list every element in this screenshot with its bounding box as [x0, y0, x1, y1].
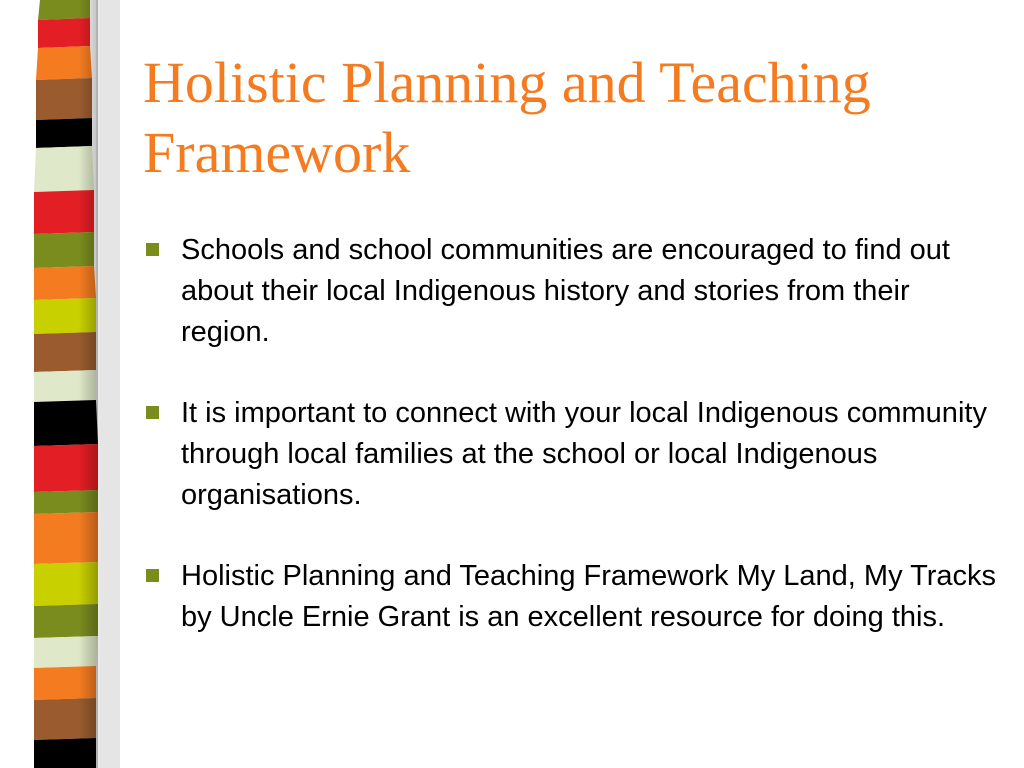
bullet-text: Holistic Planning and Teaching Framework My Land, My Tracks by Uncle Ernie Grant is an excellent resource for doing this.: [181, 560, 997, 633]
stripe-pattern-icon: [0, 0, 120, 768]
bullet-text: It is important to connect with your local Indigenous community through local families at the school or local Indigenous organisations.: [181, 397, 987, 511]
square-bullet-icon: [146, 569, 159, 582]
square-bullet-icon: [146, 406, 159, 419]
bullet-text: Schools and school communities are encouraged to find out about their local Indigenous history and stories from their region.: [181, 234, 950, 348]
bullet-item: [140, 230, 1000, 353]
bullet-item: [140, 393, 1000, 516]
bullet-list: [140, 230, 1000, 678]
square-bullet-icon: [146, 243, 159, 256]
decorative-stripe-bar: [0, 0, 120, 768]
bullet-item: [140, 556, 1000, 638]
slide-title: Holistic Planning and Teaching Framework: [143, 50, 871, 185]
